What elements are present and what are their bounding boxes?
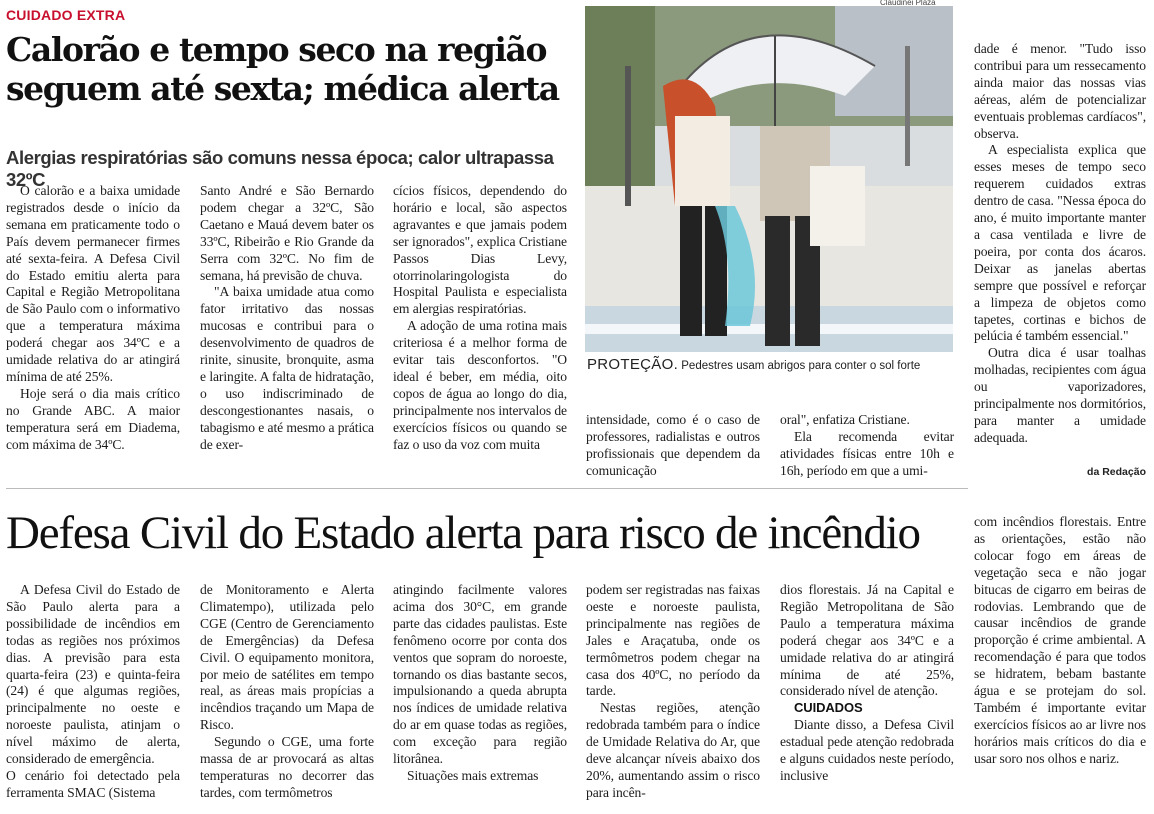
paragraph: Ela recomenda evitar atividades físicas entre 10h e 16h, período em que a umi- [780,428,954,478]
paragraph: cícios físicos, dependendo do horário e local, são aspectos agravantes e que jamais podem ser ignorados", explica Cristiane Passos Dias Levy, otorrinolaringologista do Hospital Paulista e especialista em alergias respiratórias. [393,183,567,317]
paragraph: Outra dica é usar toalhas molhadas, recipientes com água ou vaporizadores, principalmente nos dormitórios, para manter a umidade adequada. [974,345,1146,445]
heat-column-1 [6,183,180,454]
fire-column-3 [393,582,567,785]
paragraph: A especialista explica que esses meses de tempo seco requerem cuidados extras dentro de casa. "Nessa época do ano, é muito importante manter a casa ventilada e livre de poeira, por conta dos ácaros. Deixar as janelas abertas sempre que possível e reforçar a limpeza de objetos como tapetes, cortinas e bichos de pelúcia é também essencial." [974,142,1146,344]
headline-heat: Calorão e tempo seco na região seguem até sexta; médica alerta [6,30,559,108]
paragraph: dios florestais. Já na Capital e Região Metropolitana de São Paulo a temperatura máxima poderá chegar aos 34ºC e a umidade relativa do ar atingirá mínima de até 25%, considerado nível de atenção. [780,582,954,699]
paragraph: Santo André e São Bernardo podem chegar a 32ºC, São Caetano e Mauá devem bater os 33ºC, Ribeirão e Rio Grande da Serra com 32ºC. No fim de semana, há previsão de chuva. [200,183,374,283]
paragraph: A adoção de uma rotina mais criteriosa é a melhor forma de evitar tais desconfortos. "O ideal é beber, em média, oito copos de água ao longo do dia, principalmente nos intervalos de exercícios físicos ou quando se faz o uso da voz com muita [393,318,567,452]
article-divider [6,488,968,489]
fire-column-2 [200,582,374,802]
paragraph: oral", enfatiza Cristiane. [780,412,910,427]
heat-column-3 [393,183,567,454]
paragraph: de Monitoramento e Alerta Climatempo), utilizada pelo CGE (Centro de Gerenciamento de Emergências) da Defesa Civil. O equipamento monitora, por meio de satélites em tempo real, as áreas mais propícias a incêndios traçando um Mapa de Risco. [200,582,374,733]
heat-column-4 [586,412,760,480]
paragraph: dade é menor. "Tudo isso contribui para um ressecamento ainda maior das nossas vias aéreas, além de potencializar eventuais problemas cardíacos", observa. [974,41,1146,141]
fire-column-4 [586,582,760,802]
fire-column-5 [780,582,954,785]
paragraph: com incêndios florestais. Entre as orientações, estão não colocar fogo em áreas de vegetação seca e não jogar bitucas de cigarro em beiras de rodovias. Lembrando que de causar incêndios de grande proporção é crime ambiental. A recomendação é para que todos se hidratem, bebam bastante água e se protejam do sol. Também é importante evitar exercícios físicos ao ar livre nos horários mais críticos do dia e usar soro nos olhos e nariz. [974,514,1146,766]
paragraph: podem ser registradas nas faixas oeste e noroeste paulista, principalmente nas regiões de Jales e Araçatuba, onde os termômetros podem chegar na casa dos 40ºC, no período da tarde. [586,582,760,699]
heat-column-5 [780,412,954,480]
caption-text: Pedestres usam abrigos para conter o sol forte [681,360,921,372]
paragraph: Nestas regiões, atenção redobrada também para o índice de Umidade Relativa do Ar, que deve alcançar níveis abaixo dos 20%, aumentando assim o risco para incên- [586,700,760,800]
caption-tag: PROTEÇÃO. [587,356,679,373]
subheadline-heat: Alergias respiratórias são comuns nessa época; calor ultrapassa 32ºC [6,147,554,190]
fire-column-6 [974,514,1146,768]
fire-column-1 [6,582,180,802]
photo-credit: Claudinei Plaza [880,0,936,7]
paragraph: Segundo o CGE, uma forte massa de ar provocará as altas temperaturas no decorrer das tardes, com termômetros [200,734,374,800]
section-kicker: CUIDADO EXTRA [6,7,126,23]
paragraph: atingindo facilmente valores acima dos 30°C, em grande parte das cidades paulistas. Este fenômeno ocorre por conta dos ventos que sopram do noroeste, tornando os dias bastante secos, impulsionando a queda abrupta nos índices de umidade relativa do ar em quase todas as regiões, com exceção para região litorânea. [393,582,567,767]
paragraph: Diante disso, a Defesa Civil estadual pede atenção redobrada e alguns cuidados neste período, inclusive [780,717,954,783]
photo-illustration [585,6,953,352]
paragraph: O calorão e a baixa umidade registrados desde o início da semana em praticamente todo o País devem permanecer firmes até sexta-feira. A Defesa Civil do Estado emitiu alerta para Capital e Região Metropolitana de São Paulo com o informativo que a temperatura máxima poderá chegar aos 34ºC e a umidade relativa do ar atingirá mínima de até 25%. [6,183,180,384]
paragraph: "A baixa umidade atua como fator irritativo das nossas mucosas e contribui para o desenvolvimento de quadros de rinite, sinusite, bronquite, asma e laringite. A falta de hidratação, o uso indiscriminado de descongestionantes nasais, o tabagismo e até mesmo a prática de exer- [200,284,374,452]
heat-column-2 [200,183,374,454]
paragraph: O cenário foi detectado pela ferramenta SMAC (Sistema [6,767,180,800]
paragraph: A Defesa Civil do Estado de São Paulo alerta para a possibilidade de incêndios em todas as regiões nos próximos dias. A previsão para esta quarta-feira (23) e quinta-feira (24) é que algumas regiões, principalmente no oeste e noroeste paulista, atinjam o nível máximo de alerta, considerado de emergência. [6,582,180,767]
subhead-cuidados: CUIDADOS [794,700,863,716]
heat-column-6 [974,41,1146,447]
paragraph: intensidade, como é o caso de professores, radialistas e outros profissionais que dependem da comunicação [586,412,760,478]
byline-redacao: da Redação [1087,466,1146,478]
headline-fire-risk: Defesa Civil do Estado alerta para risco de incêndio [6,507,920,559]
photo-caption [587,356,957,373]
photo-pedestrians-umbrella [585,6,953,352]
paragraph: Hoje será o dia mais crítico no Grande ABC. A maior temperatura será em Diadema, com máxima de 34ºC. [6,385,180,452]
paragraph: Situações mais extremas [407,767,539,783]
